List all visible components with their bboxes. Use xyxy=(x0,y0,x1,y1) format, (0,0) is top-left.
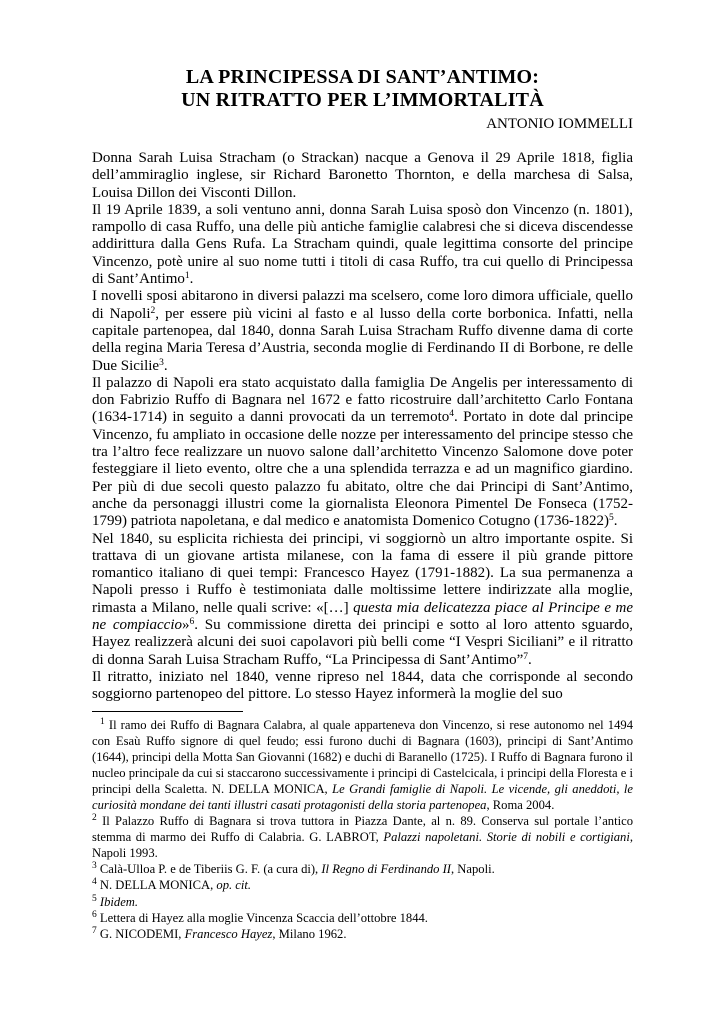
paragraph xyxy=(92,202,633,288)
footnote xyxy=(92,894,633,910)
text-segment: I novelli sposi abitarono in diversi palazzi ma scelsero, come loro dimora ufficiale, quello di Napoli xyxy=(92,288,633,322)
text-segment: . Su commissione diretta dei principi e sotto al loro attento sguardo, Hayez realizzerà alcuni dei suoi capolavori più belli come “I Vespri Siciliani” e il ritratto di donna Sarah Luisa Stracham Ruffo, “La Principessa di Sant’Antimo” xyxy=(92,617,633,668)
footnote-marker: 5 xyxy=(92,893,97,904)
text-segment: Nel 1840, su esplicita richiesta dei principi, vi soggiornò un altro importante ospite. Si trattava di un giovane artista milanese, con la fama di essere il più grande pittore romantico italiano di quei tempi: Francesco Hayez (1791-1882). La sua permanenza a Napoli presso i Ruffo è testimoniata dalle moltissime lettere indirizzate alla moglie, rimasta a Milano, nelle quali scrive: «[…] xyxy=(92,530,633,616)
italic-text: Le Grandi famiglie di Napoli. Le vicende, gli aneddoti, le curiosità mondane dei tanti illustri casati protagonisti della storia partenopea xyxy=(92,781,633,812)
document-title xyxy=(92,66,633,112)
footnote-ref: 4 xyxy=(449,409,454,420)
footnote xyxy=(92,813,633,861)
paragraph xyxy=(92,375,633,531)
italic-text: Francesco Hayez xyxy=(184,926,273,941)
text-segment: Donna Sarah Luisa Stracham (o Strackan) nacque a Genova il 29 Aprile 1818, figlia dell’ammiraglio inglese, sir Richard Baronetto Thornton, e della marchesa di Salsa, Louisa Dillon dei Visconti Dillon. xyxy=(92,150,633,201)
footnote-ref: 2 xyxy=(150,305,156,316)
footnote-marker: 7 xyxy=(92,925,97,936)
text-segment: . xyxy=(613,513,618,530)
footnotes-section xyxy=(92,717,633,942)
footnote xyxy=(92,910,633,926)
italic-text: questa mia delicatezza piace al Principe e me ne compiaccio xyxy=(92,599,633,634)
text-segment: Il 19 Aprile 1839, a soli ventuno anni, donna Sarah Luisa sposò don Vincenzo (n. 1801), rampollo di casa Ruffo, una delle più antiche famiglie calabresi che si diceva discendesse addirittura dalla Gens Rufa. La Stracham quindi, quale legittima consorte del principe Vincenzo, potè unire al suo nome tutti i titoli di casa Ruffo, tra cui quello di Principessa di Sant’Antimo xyxy=(92,201,633,288)
text-segment: Il Palazzo Ruffo di Bagnara si trova tuttora in Piazza Dante, al n. 89. Conserva sul portale l’antico stemma di marmo dei Ruffo di Calabria. G. LABROT, xyxy=(92,814,633,845)
italic-text: Ibidem. xyxy=(99,894,139,909)
footnote-marker: 1 xyxy=(100,716,105,727)
footnote-ref: 7 xyxy=(523,651,529,662)
footnote-ref: 6 xyxy=(189,617,195,628)
article-body xyxy=(92,150,633,704)
author-name: ANTONIO IOMMELLI xyxy=(486,116,633,132)
text-segment: Calà-Ulloa P. e de Tiberiis G. F. (a cura di), xyxy=(99,862,322,877)
footnote xyxy=(92,717,633,814)
title-line-2: UN RITRATTO PER L’IMMORTALITÀ xyxy=(181,89,544,111)
italic-text: op. cit. xyxy=(216,878,252,893)
footnote xyxy=(92,877,633,893)
paragraph xyxy=(92,150,633,202)
text-segment: . xyxy=(528,651,532,668)
footnote-ref: 3 xyxy=(159,357,164,368)
paragraph xyxy=(92,288,633,374)
paragraph xyxy=(92,669,633,704)
text-segment: . xyxy=(163,357,168,374)
title-line-1: LA PRINCIPESSA DI SANT’ANTIMO: xyxy=(185,66,540,88)
text-segment: . xyxy=(189,271,194,288)
footnote-ref: 1 xyxy=(184,271,190,282)
text-segment: , Roma 2004. xyxy=(486,797,555,812)
footnote-marker: 4 xyxy=(92,877,97,888)
footnote xyxy=(92,926,633,942)
italic-text: Il Regno di Ferdinando II xyxy=(321,862,451,877)
text-segment: » xyxy=(182,617,190,634)
text-segment: Il ramo dei Ruffo di Bagnara Calabra, al quale apparteneva don Vincenzo, si rese autonomo nel 1494 con Esaù Ruffo signore di quel feudo; essi furono duchi di Bagnara (1603), principi di Sant’Antimo (1644), principi della Motta San Giovanni (1682) e duchi di Baranello (1725). I Ruffo di Bagnara furono il nucleo principale da cui si staccarono successivamente i principi di Castelcicala, i principi della Floresta e i principi della Scaletta. N. DELLA MONICA, xyxy=(92,717,633,796)
footnote xyxy=(92,861,633,877)
paragraph xyxy=(92,531,633,669)
footnote-marker: 3 xyxy=(92,861,97,872)
text-segment: Il ritratto, iniziato nel 1840, venne ripreso nel 1844, data che corrisponde al secondo soggiorno partenopeo del pittore. Lo stesso Hayez informerà la moglie del suo xyxy=(92,668,633,703)
italic-text: Palazzi napoletani. Storie di nobili e cortigiani xyxy=(383,830,630,845)
text-segment: Lettera di Hayez alla moglie Vincenza Scaccia dell’ottobre 1844. xyxy=(99,910,428,925)
text-segment: , Napoli. xyxy=(451,862,495,877)
footnote-ref: 5 xyxy=(608,513,614,524)
text-segment: . Portato in dote dal principe Vincenzo, fu ampliato in occasione delle nozze per interessamento del principe stesso che tra l’altro fece realizzare un nuovo salone dall’architetto Vincenzo Salomone dove poter festeggiare il lieto evento, oltre che a una splendida terrazza e ad un magnifico giardino. Per più di due secoli questo palazzo fu abitato, oltre che dai Principi di Sant’Antimo, anche da personaggi illustri come la giornalista Eleonora Pimentel De Fonseca (1752-1799) patriota napoletana, e dal medico e anatomista Domenico Cotugno (1736-1822) xyxy=(92,409,633,530)
text-segment: , per essere più vicini al fasto e al lusso della corte borbonica. Infatti, nella capitale partenopea, dal 1840, donna Sarah Luisa Stracham Ruffo divenne dama di corte della regina Maria Teresa d’Austria, seconda moglie di Ferdinando II di Borbone, re delle Due Sicilie xyxy=(92,305,634,374)
text-segment: G. NICODEMI, xyxy=(99,926,185,941)
text-segment: N. DELLA MONICA, xyxy=(99,878,217,893)
footnote-separator xyxy=(92,711,243,712)
footnote-marker: 2 xyxy=(92,813,97,824)
text-segment: , Milano 1962. xyxy=(272,926,347,941)
text-segment: , Napoli 1993. xyxy=(92,830,633,861)
text-segment: Il palazzo di Napoli era stato acquistato dalla famiglia De Angelis per interessamento di don Fabrizio Ruffo di Bagnara nel 1672 e fatto ricostruire dall’architetto Carlo Fontana (1634-1714) in seguito a danni provocati da un terremoto xyxy=(92,374,633,426)
footnote-marker: 6 xyxy=(92,909,97,920)
